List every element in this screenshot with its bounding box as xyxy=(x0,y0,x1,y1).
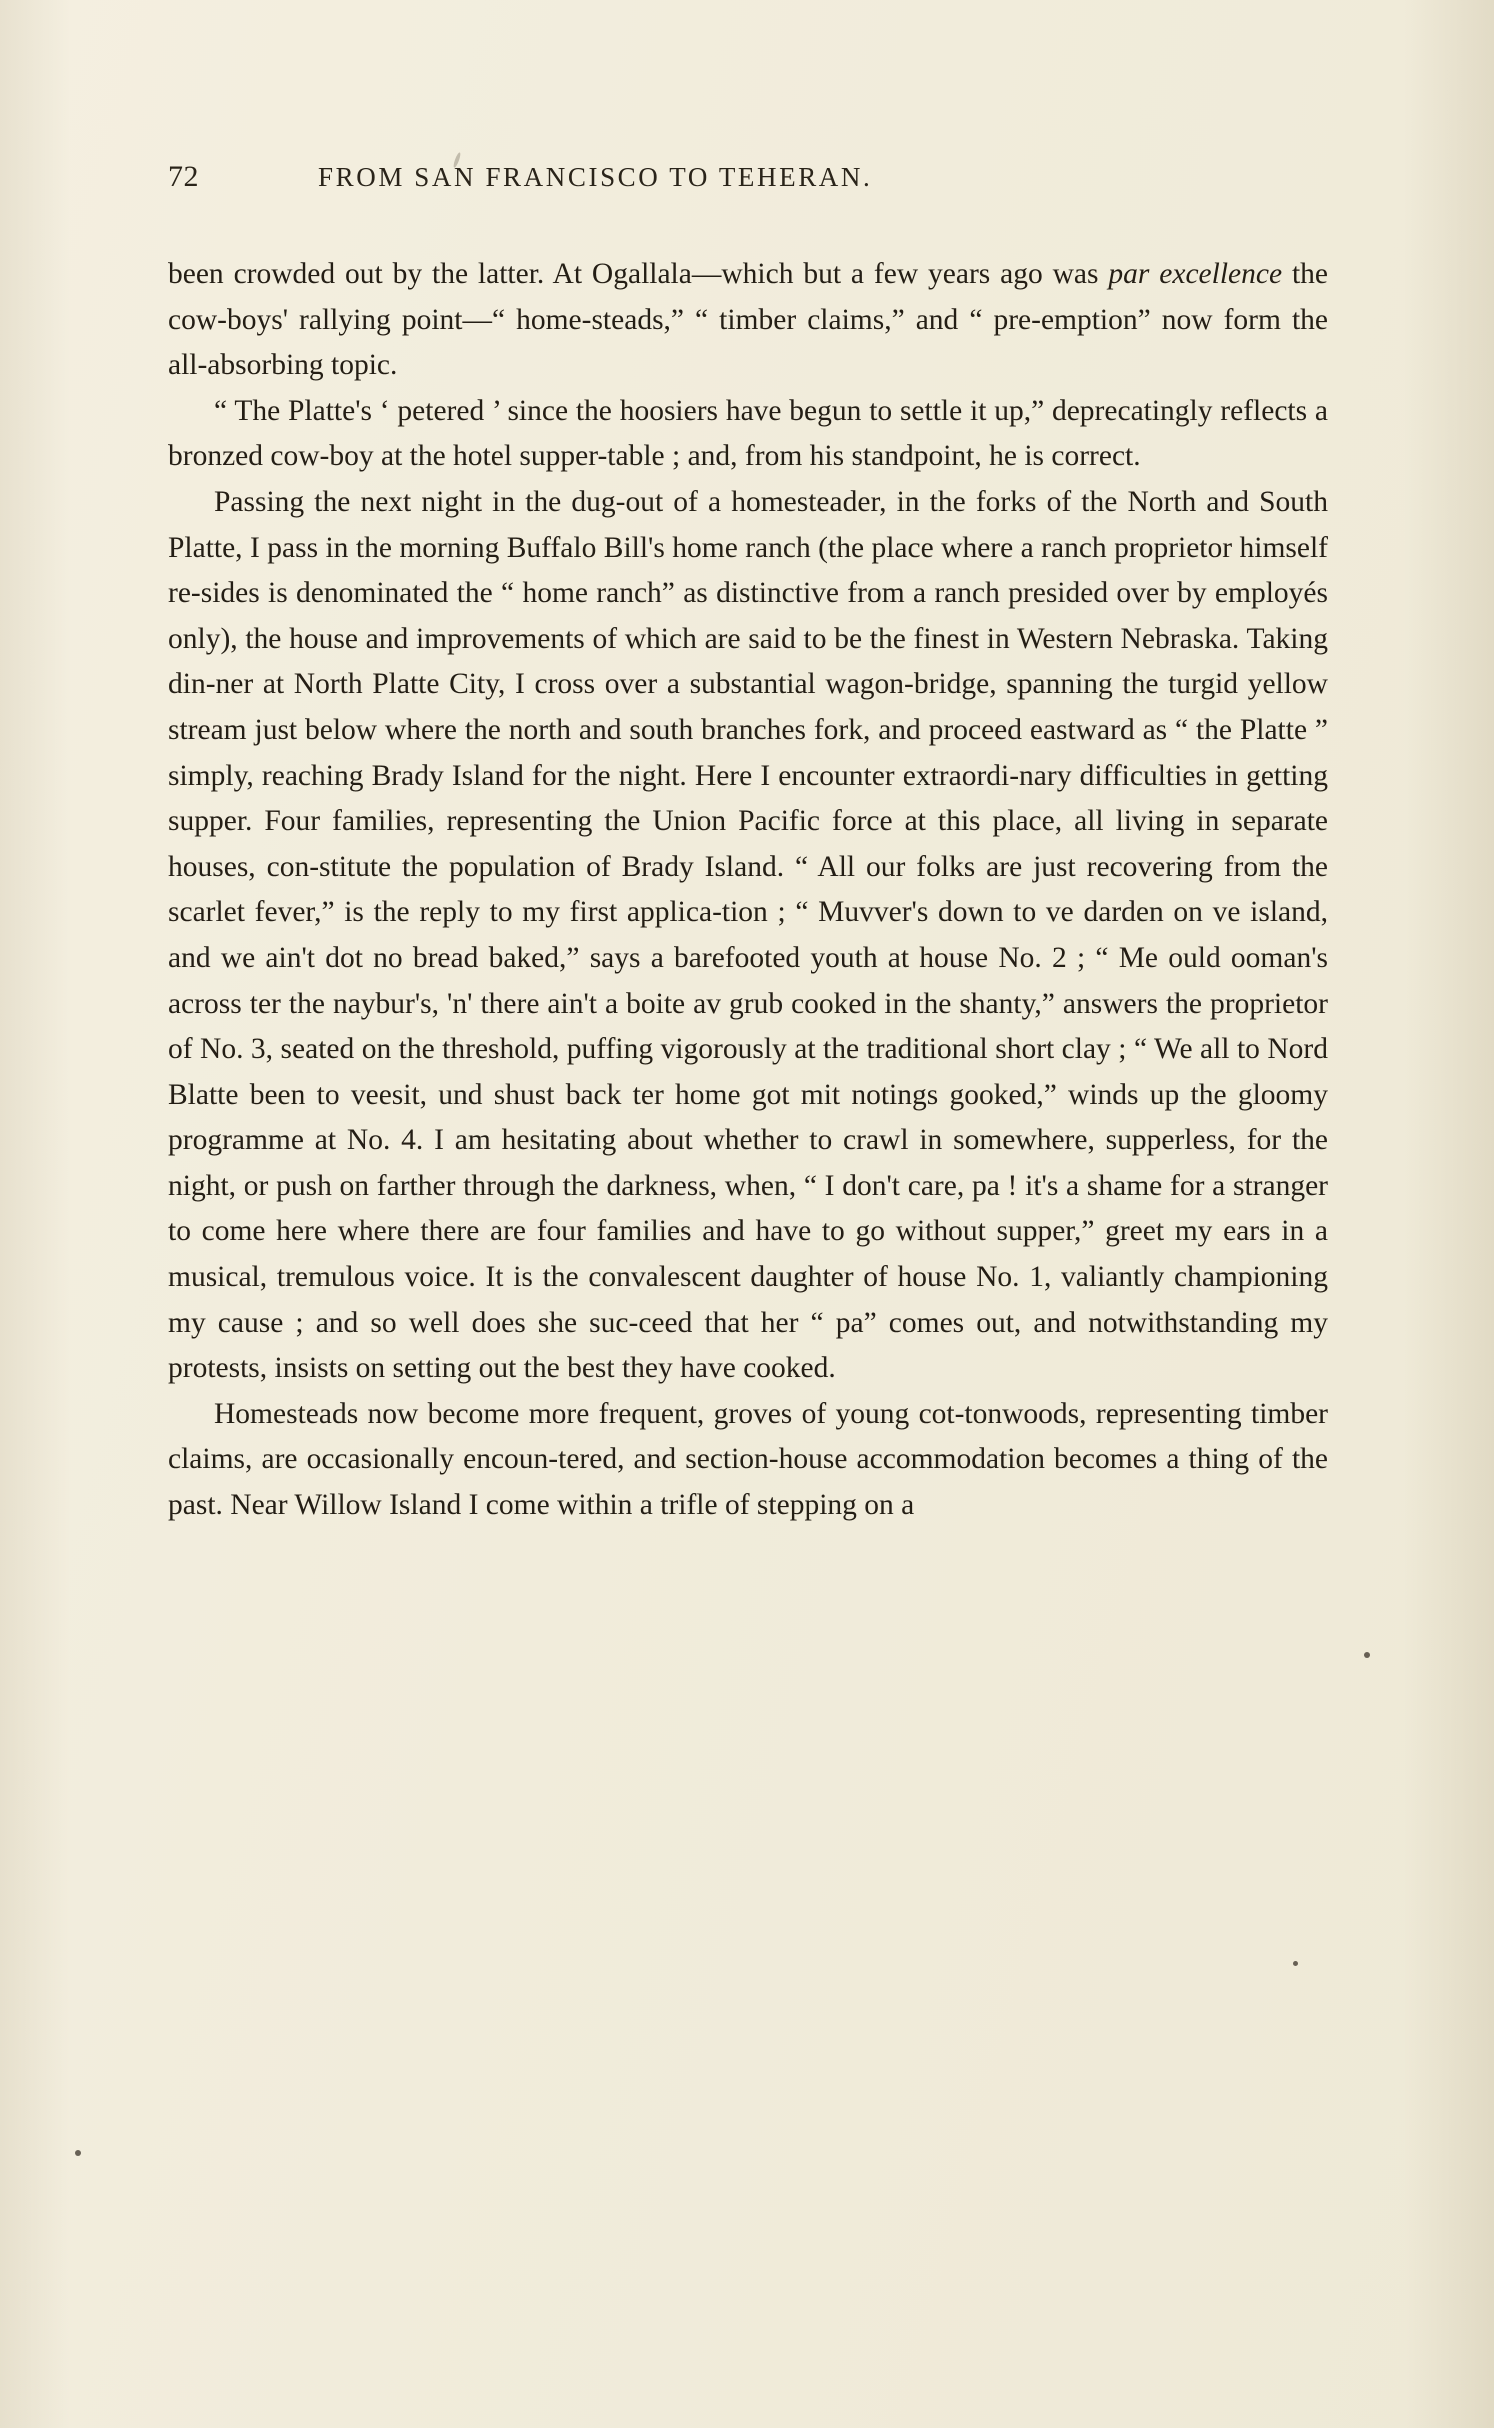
page-header xyxy=(168,160,1328,200)
margin-dot-right xyxy=(1364,1652,1370,1658)
page-content xyxy=(168,160,1328,1529)
paragraph: Passing the next night in the dug-out of a homesteader, in the forks of the North and South Platte, I pass in the morning Buffalo Bill's home ranch (the place where a ranch proprietor himself re-sides is denominated the “ home ranch” as distinctive from a ranch presided over by employés only), the house and improvements of which are said to be the finest in Western Nebraska. Taking din-ner at North Platte City, I cross over a substantial wagon-bridge, spanning the turgid yellow stream just below where the north and south branches fork, and proceed eastward as “ the Platte ” simply, reaching Brady Island for the night. Here I encounter extraordi-nary difficulties in getting supper. Four families, representing the Union Pacific force at this place, all living in separate houses, con-stitute the population of Brady Island. “ All our folks are just recovering from the scarlet fever,” is the reply to my first applica-tion ; “ Muvver's down to ve darden on ve island, and we ain't dot no bread baked,” says a barefooted youth at house No. 2 ; “ Me ould ooman's across ter the naybur's, 'n' there ain't a boite av grub cooked in the shanty,” answers the proprietor of No. 3, seated on the threshold, puffing vigorously at the traditional short clay ; “ We all to Nord Blatte been to veesit, und shust back ter home got mit notings gooked,” winds up the gloomy programme at No. 4. I am hesitating about whether to crawl in somewhere, supperless, for the night, or push on farther through the darkness, when, “ I don't care, pa ! it's a shame for a stranger to come here where there are four families and have to go without supper,” greet my ears in a musical, tremulous voice. It is the convalescent daughter of house No. 1, valiantly championing my cause ; and so well does she suc-ceed that her “ pa” comes out, and notwithstanding my protests, insists on setting out the best they have cooked. xyxy=(168,485,1328,1385)
paragraph: “ The Platte's ‘ petered ’ since the hoosiers have begun to settle it up,” deprecatingly reflects a bronzed cow-boy at the hotel supper-table ; and, from his standpoint, he is correct. xyxy=(168,394,1328,473)
body-text xyxy=(168,252,1328,1529)
page-right-shadow xyxy=(1404,0,1494,2428)
paragraph: been crowded out by the latter. At Ogallala—which but a few years ago was par excellence the cow-boys' rallying point—“ home-steads,” “ timber claims,” and “ pre-emption” now form the all-absorbing topic. xyxy=(168,258,1328,382)
margin-dot-left xyxy=(75,2150,81,2156)
running-head: FROM SAN FRANCISCO TO TEHERAN. xyxy=(318,162,873,192)
margin-dot-lower-right xyxy=(1293,1961,1298,1966)
paragraph: Homesteads now become more frequent, groves of young cot-tonwoods, representing timber claims, are occasionally encoun-tered, and section-house accommodation becomes a thing of the past. Near Willow Island I come within a trifle of stepping on a xyxy=(168,1397,1328,1522)
page-number: 72 xyxy=(168,160,199,193)
page-left-shadow xyxy=(0,0,70,2428)
